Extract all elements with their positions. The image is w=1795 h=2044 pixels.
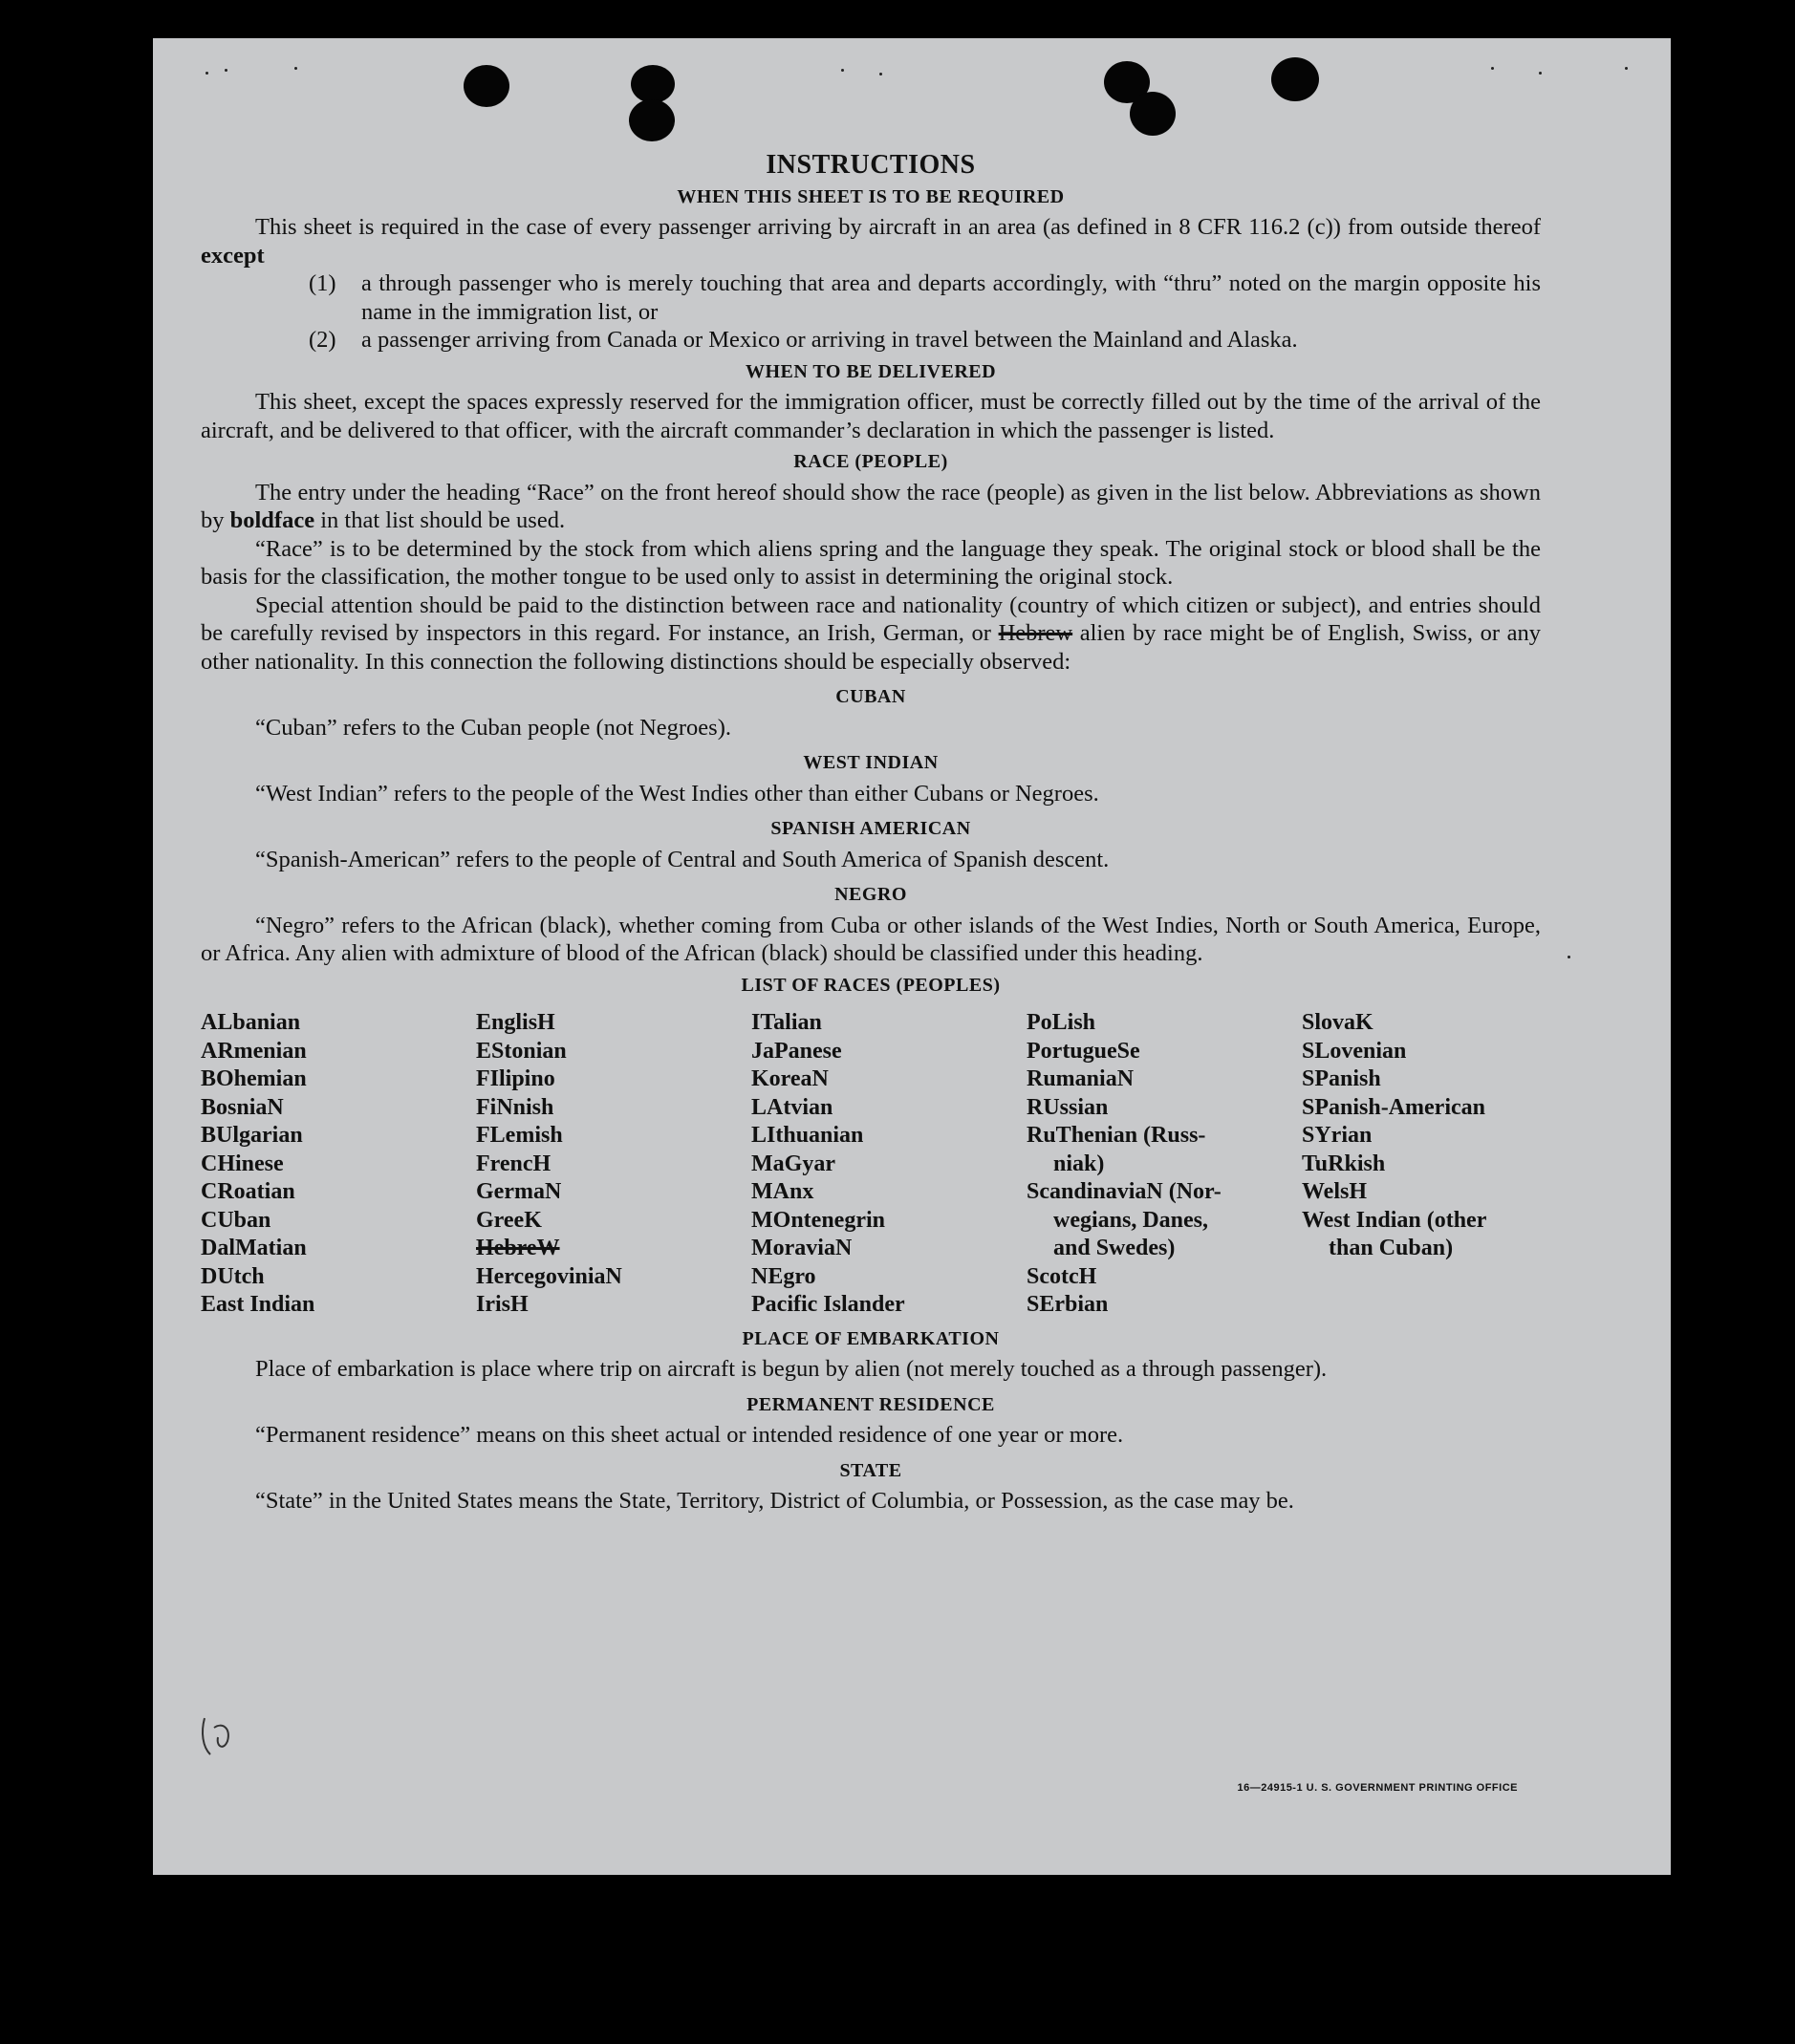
punch-hole: [464, 65, 509, 107]
race-entry: ScandinaviaN (Nor-: [1027, 1179, 1222, 1204]
handwritten-mark: [193, 1709, 250, 1766]
race-entry: RUssian: [1027, 1094, 1109, 1120]
race-entry-struck: HebreW: [476, 1236, 560, 1260]
race-entry: SlovaK: [1302, 1010, 1373, 1035]
race-entry: TuRkish: [1302, 1151, 1386, 1176]
paragraph: [201, 479, 1541, 535]
race-entry: IrisH: [476, 1292, 529, 1317]
section-heading: SPANISH AMERICAN: [770, 818, 971, 839]
race-entry: PoLish: [1027, 1010, 1096, 1035]
race-entry: CRoatian: [201, 1179, 295, 1204]
paragraph-text: The entry under the heading “Race” on the front hereof should show the race (people) as given in the list below. Abbreviations as shown by: [201, 479, 1541, 533]
race-entry: BOhemian: [201, 1066, 307, 1091]
race-entry: RuThenian (Russ-: [1027, 1123, 1206, 1148]
item-text: a passenger arriving from Canada or Mexico or arriving in travel between the Mainland and Alaska.: [361, 327, 1298, 353]
race-entry-continued: and Swedes): [1053, 1236, 1176, 1260]
section-heading: NEGRO: [834, 884, 907, 905]
page-title: INSTRUCTIONS: [766, 150, 976, 180]
item-text: a through passenger who is merely touching that area and departs accordingly, with “thru” noted on the margin opposite his name in the immigration list, or: [361, 270, 1541, 325]
races-list: [201, 1009, 1541, 1320]
speck: [841, 69, 844, 72]
race-entry: ARmenian: [201, 1038, 307, 1064]
speck: [1539, 72, 1542, 75]
race-entry: ScotcH: [1027, 1263, 1097, 1289]
race-entry: NEgro: [751, 1263, 816, 1289]
list-item: [309, 326, 1541, 355]
section-heading: RACE (PEOPLE): [793, 451, 948, 472]
instructions-body: [201, 151, 1541, 1516]
race-entry: West Indian (other: [1302, 1207, 1487, 1233]
emphasis-text: boldface: [229, 507, 315, 533]
race-entry: FLemish: [476, 1123, 563, 1148]
race-entry: MaGyar: [751, 1151, 835, 1176]
race-entry: CHinese: [201, 1151, 284, 1176]
race-entry: LAtvian: [751, 1094, 833, 1120]
section-heading: STATE: [839, 1459, 902, 1481]
race-entry: FiNnish: [476, 1094, 554, 1120]
race-entry: Pacific Islander: [751, 1292, 905, 1317]
paragraph: [201, 592, 1541, 677]
section-heading: PERMANENT RESIDENCE: [746, 1393, 995, 1415]
section-heading: WEST INDIAN: [803, 752, 939, 773]
race-entry: EnglisH: [476, 1010, 555, 1035]
race-entry: SErbian: [1027, 1292, 1109, 1317]
race-entry: MoraviaN: [751, 1236, 853, 1260]
paragraph-text: Special attention should be paid to the distinction between race and nationality (country of which citizen or subject), and entries should be carefully revised by inspectors in this regard. For instance, an Irish, German, or: [201, 592, 1541, 646]
race-entry-continued: wegians, Danes,: [1053, 1207, 1209, 1233]
race-entry: SLovenian: [1302, 1038, 1407, 1064]
paragraph: “Cuban” refers to the Cuban people (not Negroes).: [255, 714, 731, 741]
race-entry: MOntenegrin: [751, 1207, 885, 1233]
section-heading: LIST OF RACES (PEOPLES): [741, 974, 1001, 996]
race-entry: DalMatian: [201, 1236, 307, 1260]
punch-hole: [1130, 92, 1176, 136]
list-item: [309, 269, 1541, 326]
races-column: [751, 1009, 1027, 1320]
section-heading: PLACE OF EMBARKATION: [742, 1327, 1000, 1349]
race-entry-continued: than Cuban): [1329, 1236, 1454, 1260]
race-entry: LIthuanian: [751, 1123, 864, 1148]
race-entry: WelsH: [1302, 1179, 1368, 1204]
paragraph: Place of embarkation is place where trip on aircraft is begun by alien (not merely touched as a through passenger).: [255, 1356, 1328, 1382]
race-entry: SPanish: [1302, 1066, 1381, 1091]
speck: [294, 67, 297, 70]
paragraph: [201, 213, 1541, 269]
race-entry: HercegoviniaN: [476, 1263, 622, 1289]
race-entry: MAnx: [751, 1179, 814, 1204]
paragraph: “State” in the United States means the State, Territory, District of Columbia, or Possession, as the case may be.: [255, 1488, 1294, 1514]
race-entry: EStonian: [476, 1038, 567, 1064]
emphasis-text: except: [201, 242, 265, 269]
speck: [1491, 67, 1494, 70]
print-code: 16—24915-1 U. S. GOVERNMENT PRINTING OFFICE: [1237, 1782, 1518, 1794]
paragraph: “West Indian” refers to the people of the West Indies other than either Cubans or Negroes.: [255, 780, 1099, 807]
paragraph: “Negro” refers to the African (black), whether coming from Cuba or other islands of the West Indies, North or South America, Europe, or Africa. Any alien with admixture of blood of the African (black) should be classified under this heading.: [201, 912, 1541, 966]
race-entry: SYrian: [1302, 1123, 1373, 1148]
punch-hole: [631, 65, 675, 103]
races-column: [476, 1009, 751, 1320]
speck: [879, 73, 882, 75]
race-entry: SPanish-American: [1302, 1094, 1485, 1120]
paragraph: “Spanish-American” refers to the people of Central and South America of Spanish descent.: [255, 846, 1110, 872]
races-column: [1027, 1009, 1302, 1320]
document-page: [153, 38, 1671, 1875]
race-entry: GermaN: [476, 1179, 562, 1204]
paragraph: “Permanent residence” means on this sheet actual or intended residence of one year or more.: [255, 1422, 1124, 1448]
races-column: [201, 1009, 476, 1320]
races-column: [1302, 1009, 1541, 1320]
punch-hole: [629, 99, 675, 141]
race-entry: East Indian: [201, 1292, 315, 1317]
race-entry: CUban: [201, 1207, 271, 1233]
race-entry: GreeK: [476, 1207, 542, 1233]
race-entry: PortugueSe: [1027, 1038, 1140, 1064]
speck: [205, 72, 208, 75]
race-entry: ALbanian: [201, 1010, 301, 1035]
race-entry: JaPanese: [751, 1038, 842, 1064]
race-entry-continued: niak): [1053, 1151, 1105, 1176]
race-entry: FrencH: [476, 1151, 551, 1176]
punch-hole: [1271, 57, 1319, 101]
race-entry: BosniaN: [201, 1094, 284, 1120]
paragraph-text: alien by race might be of English, Swiss, or any other nationality. In this connection the following distinctions should be especially observed:: [201, 620, 1541, 675]
race-entry: RumaniaN: [1027, 1066, 1135, 1091]
paragraph-text: in that list should be used.: [314, 507, 566, 533]
race-entry: KoreaN: [751, 1066, 829, 1091]
speck: [225, 69, 227, 72]
race-entry: FIlipino: [476, 1066, 555, 1091]
race-entry: ITalian: [751, 1010, 822, 1035]
section-heading: WHEN TO BE DELIVERED: [745, 360, 997, 382]
race-entry: DUtch: [201, 1263, 265, 1289]
section-heading: CUBAN: [835, 686, 906, 707]
paragraph: This sheet, except the spaces expressly reserved for the immigration officer, must be correctly filled out by the time of the arrival of the aircraft, and be delivered to that officer, with the aircraft commander’s declaration in which the passenger is listed.: [201, 389, 1541, 443]
speck: [1625, 67, 1628, 70]
item-number: (2): [309, 327, 336, 353]
race-entry: BUlgarian: [201, 1123, 303, 1148]
section-heading: WHEN THIS SHEET IS TO BE REQUIRED: [677, 185, 1065, 207]
paragraph-text: This sheet is required in the case of every passenger arriving by aircraft in an area (as defined in 8 CFR 116.2 (c)) from outside thereof: [255, 214, 1541, 240]
paragraph: “Race” is to be determined by the stock from which aliens spring and the language they speak. The original stock or blood shall be the basis for the classification, the mother tongue to be used only to assist in determining the original stock.: [201, 535, 1541, 590]
speck: [1568, 956, 1570, 958]
struck-word: Hebrew: [998, 620, 1073, 646]
item-number: (1): [309, 270, 336, 296]
